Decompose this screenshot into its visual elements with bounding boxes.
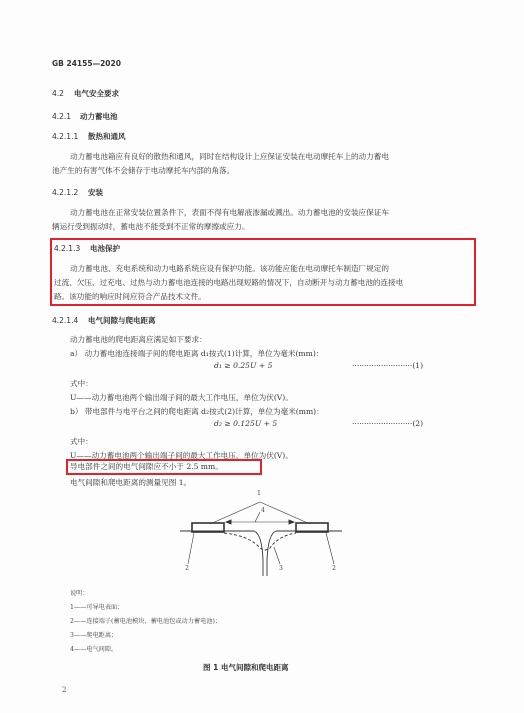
paragraph-line: 辆运行受到振动时，蓄电池不能受到不正常的摩擦或应力。 (52, 222, 250, 231)
heading-title: 电气安全要求 (74, 89, 119, 98)
formula-1: d₁ ≥ 0.25U + 5 (214, 361, 273, 370)
formula-2: d₂ ≥ 0.125U + 5 (214, 419, 278, 428)
heading-number: 4.2.1.4 (52, 316, 79, 325)
where-label: 式中： (70, 379, 93, 388)
heading-title: 动力蓄电池 (80, 112, 118, 121)
heading-number: 4.2.1.1 (52, 132, 79, 141)
heading-4-2 (52, 88, 119, 99)
leader-line (210, 502, 260, 524)
legend-item: 4——电气间隙。 (70, 646, 118, 653)
heading-number: 4.2.1 (52, 112, 72, 121)
leader-line (274, 547, 280, 564)
heading-4-2-1-3 (54, 243, 120, 254)
page-number: 2 (62, 686, 67, 694)
clearance-requirement: 导电部件之间的电气间隙应不小于 2.5 mm。 (70, 462, 223, 471)
figure-reference: 电气间隙和爬电距离的测量见图 1。 (70, 478, 192, 487)
equation-number-1: ·························(1) (352, 361, 424, 370)
groove-outline (267, 531, 276, 576)
heading-4-2-1-1 (52, 131, 126, 142)
list-item-a: a） 动力蓄电池连接端子间的爬电距离 d₁按式(1)计算，单位为毫米(mm)： (70, 349, 324, 358)
paragraph-line: 过流、欠压、过充电、过热与动力蓄电池连接的电路出现短路的情况下，自动断开与动力蓄电池的连接电 (54, 278, 404, 287)
heading-number: 4.2 (52, 89, 64, 98)
paragraph-line: 池产生的有害气体不会储存于电动摩托车内部的角落。 (52, 166, 235, 175)
creepage-path (224, 533, 296, 550)
heading-4-2-1-4 (52, 315, 156, 326)
leader-line (255, 512, 260, 522)
figure-caption: 图 1 电气间隙和爬电距离 (203, 663, 289, 672)
heading-title: 散热和通风 (88, 132, 126, 141)
variable-definition: U——动力蓄电池两个输出端子间的最大工作电压，单位为伏(V)。 (70, 393, 293, 402)
heading-title: 安装 (88, 188, 103, 197)
figure-label-4: 4 (261, 507, 265, 514)
figure-label-3: 3 (279, 565, 283, 572)
leader-line (188, 533, 194, 564)
figure-label-2: 2 (332, 565, 336, 572)
heading-4-2-1-2 (52, 187, 103, 198)
paragraph-line: 路。该功能的响应时间应符合产品技术文件。 (54, 292, 206, 301)
paragraph-line: 动力蓄电池箱应有良好的散热和通风，同时在结构设计上应保证安装在电动摩托车上的动力蓄电 (70, 152, 389, 161)
variable-definition: U——动力蓄电池两个输出端子间的最大工作电压，单位为伏(V)。 (70, 451, 293, 460)
arrowhead (226, 520, 231, 524)
clearance-creepage-diagram (170, 490, 370, 580)
leader-line (260, 502, 310, 524)
where-label: 式中： (70, 437, 93, 446)
groove-outline (254, 531, 263, 576)
heading-title: 电池保护 (90, 244, 120, 253)
heading-title: 电气间隙与爬电距离 (88, 316, 156, 325)
legend-item: 1——可导电表面； (70, 604, 124, 611)
legend-item: 2——连接端子(蓄电池模块、蓄电池包或动力蓄电池)； (70, 618, 222, 625)
arrowhead (289, 520, 294, 524)
leader-line (326, 533, 334, 564)
legend-item: 3——爬电距离； (70, 632, 118, 639)
paragraph-line: 动力蓄电池、充电系统和动力电路系统应设有保护功能。该功能应能在电动摩托车制造厂规定的 (70, 264, 389, 273)
heading-4-2-1 (52, 111, 118, 122)
heading-number: 4.2.1.3 (54, 244, 81, 253)
figure-label-1: 1 (257, 490, 261, 497)
figure-label-2: 2 (185, 565, 189, 572)
equation-number-2: ·························(2) (352, 419, 424, 428)
paragraph-line: 动力蓄电池在正常安装位置条件下，表面不得有电解液渗漏或溅出。动力蓄电池的安装应保证车 (70, 208, 389, 217)
standard-number: GB 24155—2020 (52, 59, 121, 68)
heading-number: 4.2.1.2 (52, 188, 79, 197)
list-item-b: b） 带电部件与电平台之间的爬电距离 d₂按式(2)计算，单位为毫米(mm)： (70, 407, 324, 416)
paragraph-line: 动力蓄电池的爬电距离应满足如下要求： (70, 335, 207, 344)
legend-title: 说明： (70, 590, 89, 597)
